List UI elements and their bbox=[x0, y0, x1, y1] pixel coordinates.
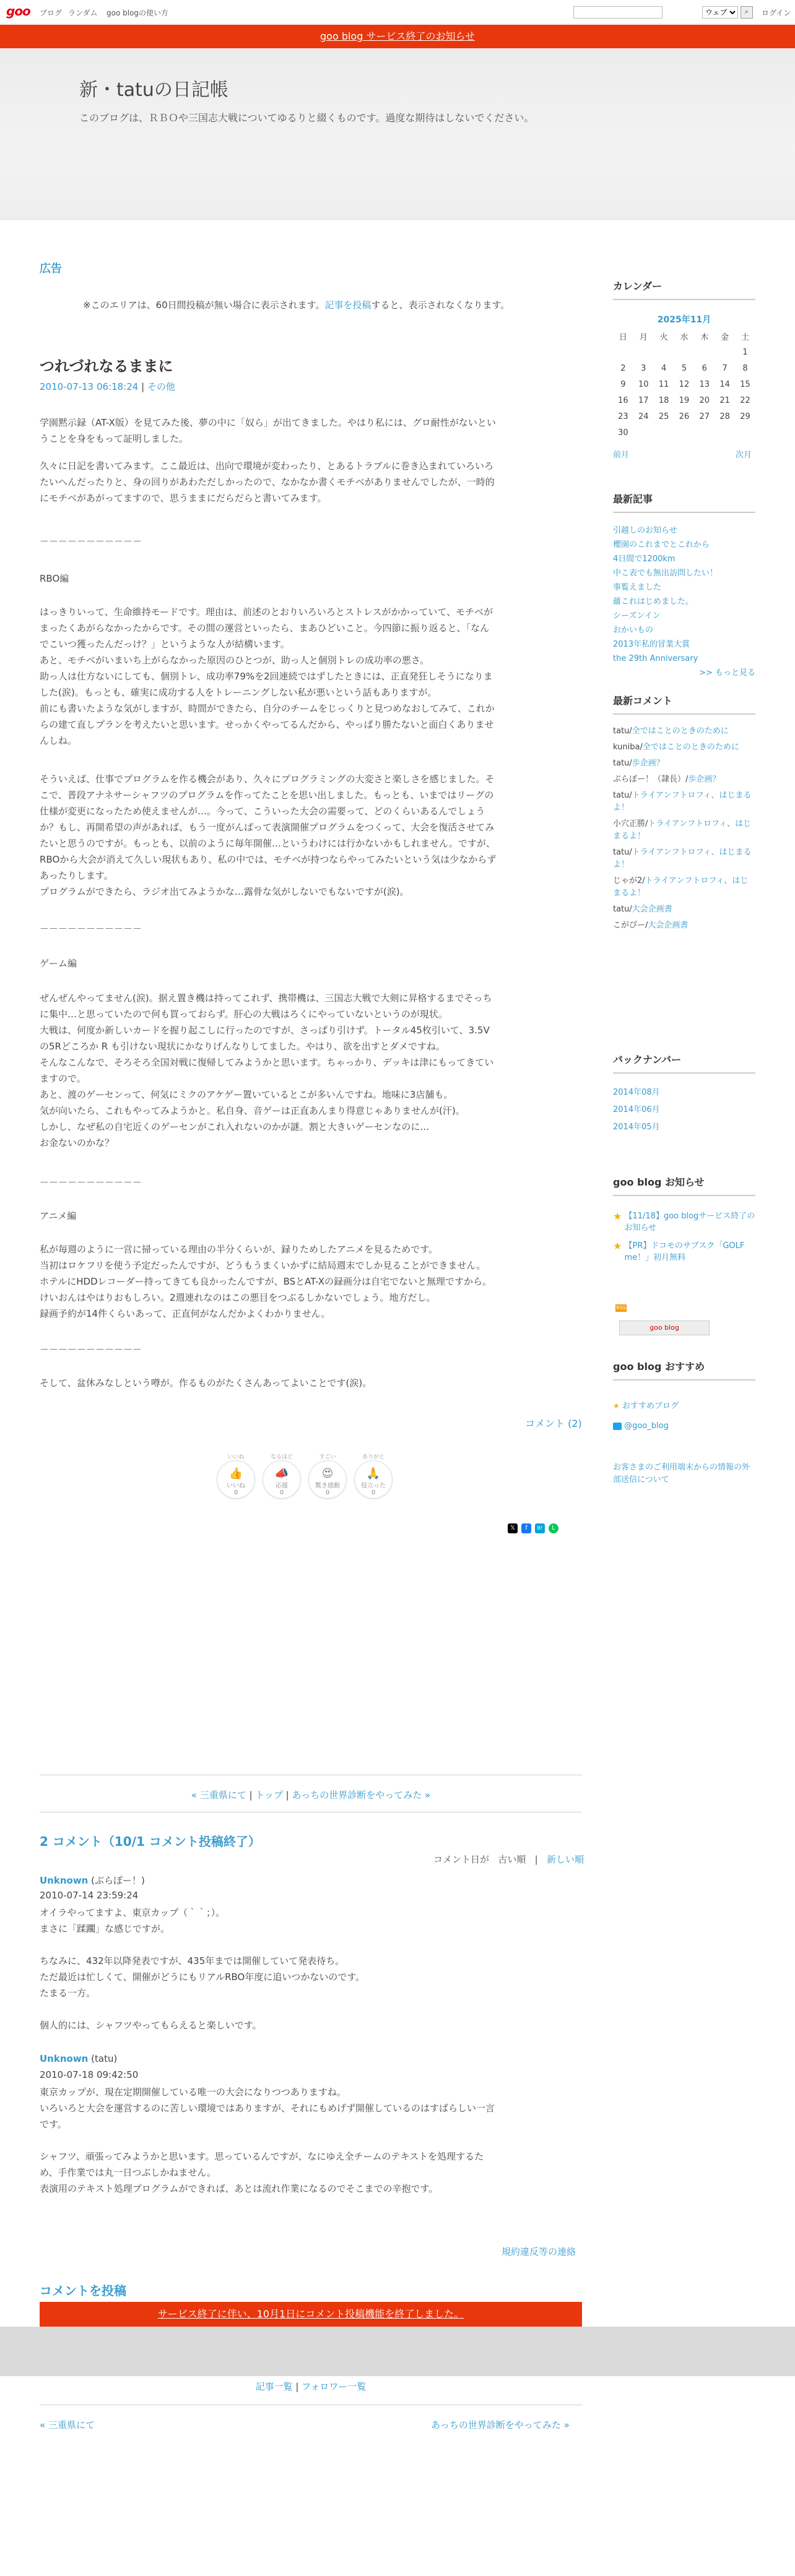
backnumber-title: バックナンバー bbox=[613, 1052, 755, 1074]
recent-comment-link[interactable]: 歩企画？ bbox=[632, 759, 664, 768]
calendar-table bbox=[613, 328, 755, 441]
reaction-button[interactable]: すごい 😍 驚き感動 0 bbox=[308, 1460, 347, 1499]
recommend-item bbox=[613, 1416, 755, 1436]
comment-date: 2010-07-18 09:42:50 bbox=[40, 2069, 139, 2080]
thumbs-up-icon: 👍 bbox=[228, 1467, 243, 1480]
recommend-blog-link[interactable]: おすすめブログ bbox=[622, 1402, 679, 1411]
goo-blog-twitter-link[interactable]: @goo_blog bbox=[624, 1421, 669, 1431]
next-post-link[interactable]: あっちの世界診断をやってみた » bbox=[292, 1790, 431, 1801]
recent-comment-item: tatu/トライアンフトロフィ、はじまるよ！ bbox=[613, 791, 752, 812]
goo-notice-link[interactable]: 【11/18】goo blogサービス終了のお知らせ bbox=[624, 1212, 755, 1233]
top-link[interactable]: トップ bbox=[255, 1790, 283, 1801]
comment-count-link[interactable]: コメント (2) bbox=[525, 1418, 582, 1429]
comment-date: 2010-07-14 23:59:24 bbox=[40, 1890, 139, 1901]
post-navigation: « 三重県にて | トップ | あっちの世界診断をやってみた » bbox=[191, 1790, 431, 1801]
calendar-week: 30 bbox=[618, 428, 628, 437]
recent-comment-link[interactable]: トライアンフトロフィ、はじまるよ！ bbox=[613, 791, 752, 812]
recent-comment-item: じゃが2/トライアンフトロフィ、はじまるよ！ bbox=[613, 876, 749, 898]
recent-comment-link[interactable]: 大会企画書 bbox=[648, 921, 689, 930]
reaction-button[interactable]: なるほど 📣 応援 0 bbox=[263, 1460, 301, 1499]
blog-description: このブログは、ＲＢＯや三国志大戦についてゆるりと綴くものです。過度な期待はしないでください。 bbox=[79, 112, 534, 124]
external-transmission-info-link[interactable]: お客さまのご利用端末からの情報の外部送信について bbox=[613, 1463, 750, 1484]
recent-post-link[interactable]: the 29th Anniversary bbox=[613, 654, 698, 663]
post-paragraph: 私が毎週のように一営に掃っている理由の半分くらいが、録りためしたアニメを見るためです。 当初はロケフリを使う予定だったんですが、どうもうまくいかずに結局週末でしか見ることができません。 ホテルにHDDレコーダー持ってきても良かったんですが、BSとAT-Xの録画分は自宅でないと無理ですから。 けいおんはやはりおもしろい。2週連れなのはこの悪目をつぶるしかないでしょう。地方だし。 録画予約が14件くらいあって、正直何がなんだかよくわかりません。 bbox=[40, 1244, 492, 1319]
goo-logo[interactable]: goo bbox=[6, 4, 30, 19]
recent-post-link[interactable]: 櫻園のこれまでとこれから bbox=[613, 540, 710, 549]
search-input[interactable] bbox=[573, 6, 662, 19]
rss-icon[interactable]: RSS bbox=[616, 1305, 626, 1311]
post-article-link[interactable]: 記事を投稿 bbox=[324, 299, 371, 311]
recent-post-link[interactable]: 2013年私的冒業大賞 bbox=[613, 640, 690, 649]
calendar-week: 23 24 25 26 27 28 29 bbox=[618, 411, 750, 421]
recent-posts-list bbox=[613, 523, 755, 680]
face-icon: 😍 bbox=[321, 1467, 334, 1480]
calendar-week: 16 17 18 19 20 21 22 bbox=[618, 395, 750, 405]
recent-posts-title: 最新記事 bbox=[613, 491, 755, 513]
prev-post-link[interactable]: « 三重県にて bbox=[191, 1790, 246, 1801]
twitter-icon bbox=[613, 1423, 622, 1430]
sort-new-link[interactable]: 新しい順 bbox=[547, 1854, 584, 1865]
comment-author-link[interactable]: Unknown bbox=[40, 1875, 89, 1886]
section-heading: ゲーム編 bbox=[40, 958, 77, 969]
recent-comment-item: tatu/大会企画書 bbox=[613, 905, 672, 914]
backnumber-list bbox=[613, 1084, 755, 1136]
backnumber-link[interactable]: 2014年06月 bbox=[613, 1105, 660, 1114]
recent-comment-link[interactable]: 全ではことのときのために bbox=[642, 743, 739, 752]
x-share-icon[interactable]: 𝕏 bbox=[508, 1523, 518, 1533]
post-paragraph: そういえば、仕事でプログラムを作る機会があり、久々にプログラミングの大変さと楽しさを感じました。そこで、普段アナネサーシャフツのプログラムを作ってたことを思い出しました。もっとも、いまではリーグの仕様が変更になったため使えませんが…。今って、こういった大会の需要って、どのくらいあるんでしょうか？もし、再開希望の声があれば、もう一度がんばって表演開催プログラムをつくって、大会を復活させてみたいと思うのですが。もっとも、以前のように毎年開催…というわけには行かないかもしれません。ですが、RBOから大会が消えて久しい現状もあり、私の中では、モチベが持つならやってみたいという気は少なからずあったりします。 プログラムができたら、ラジオ出てみようかな…露骨な気がしないでもないですが(涙)。 bbox=[40, 773, 497, 897]
more-posts-link[interactable]: >> もっと見る bbox=[699, 668, 755, 678]
post-title[interactable]: つれづれなるままに bbox=[40, 358, 173, 375]
recent-comment-link[interactable]: トライアンフトロフィ、はじまるよ！ bbox=[613, 819, 752, 841]
recent-comment-item: 小穴正勝/トライアンフトロフィ、はじまるよ！ bbox=[613, 819, 752, 841]
calendar-weekdays: 日 月 火 水 木 金 土 bbox=[619, 332, 750, 342]
post-paragraph: ぜんぜんやってません(涙)。据え置き機は持ってこれず、携帯機は、三国志大戦で大剣に昇格するまでそっちに集中…と思っていたので何も買っておらず。肝心の大戦はろくにやっていないというのが現状。 大戦は、何度か新しいカードを握り起こしに行ったのですが、さっぱり引けず。トータル45枚引いて、3.5Vの5Rどころか R も引けない現状にかなりげんなりしてました。やはり、欲を出すとダメですね。 そんなこんなで、そろそろ全国対戦に復帰してみようかと思います。ちゃっかり、デッキは津にもってきていますので。 あと、渡のゲーセンって、何気にミクのアケゲー置いているとこが多いんですね。地味に3店舗も。 気が向いたら、これもやってみようかと。私自身、音ゲーは正直あんまり得意じゃありませんが(汗)。 しかし、なぜ私の自宅近くのゲーセンがこれ入れないのかが謎。割と大きいゲーセンなのに… お金ないのかな？ bbox=[40, 993, 494, 1148]
calendar bbox=[613, 313, 755, 441]
recent-comment-item: tatu/全ではことのときのために bbox=[613, 726, 729, 736]
reaction-button[interactable]: ありがと 🙏 役立った 0 bbox=[354, 1460, 393, 1499]
post-paragraph: そして、盆休みなしという噂が。作るものがたくさんあってよいことです(涙)。 bbox=[40, 1377, 372, 1389]
recent-comment-link[interactable]: 大会企画書 bbox=[632, 905, 672, 914]
recent-post-link[interactable]: 引越しのお知らせ bbox=[613, 526, 677, 535]
recent-post-link[interactable]: 事覧えました bbox=[613, 583, 662, 592]
facebook-share-icon[interactable]: f bbox=[521, 1523, 531, 1533]
article-list-link[interactable]: 記事一覧 bbox=[255, 2381, 293, 2392]
comment-sort: コメント日が 古い順 | 新しい順 bbox=[433, 1854, 584, 1865]
next-post-link[interactable]: あっちの世界診断をやってみた » bbox=[431, 2419, 570, 2431]
comment-author: Unknown (ぶらぽー！) bbox=[40, 1875, 145, 1886]
calendar-week: 2 3 4 5 6 7 8 bbox=[620, 363, 748, 373]
post-date: 2010-07-13 06:18:24 bbox=[40, 381, 139, 392]
comments-title: 2 コメント（10/1 コメント投稿終了） bbox=[40, 1834, 261, 1849]
hatena-share-icon[interactable]: B! bbox=[535, 1523, 545, 1533]
goo-notice-item bbox=[613, 1240, 755, 1264]
prev-month-link[interactable]: 前月 bbox=[613, 450, 630, 460]
backnumber-link[interactable]: 2014年05月 bbox=[613, 1122, 660, 1132]
recommend-list bbox=[613, 1396, 755, 1436]
section-heading: RBO編 bbox=[40, 573, 69, 584]
nav-link-howto[interactable]: goo blogの使い方 bbox=[106, 9, 169, 17]
report-violation-link[interactable]: 規約違反等の連絡 bbox=[502, 2246, 576, 2257]
calendar-month: 2025年11月 bbox=[657, 315, 711, 325]
next-month-link[interactable]: 次月 bbox=[736, 450, 752, 460]
ad-heading: 広告 bbox=[40, 262, 62, 275]
reaction-button[interactable]: いいね 👍 いいね 0 bbox=[217, 1460, 255, 1499]
search-scope-select[interactable] bbox=[702, 6, 738, 19]
recent-comment-item: ぶらぽー！（隷長）/歩企画？ bbox=[613, 775, 721, 784]
calendar-title: カレンダー bbox=[613, 278, 755, 300]
recent-comments-list bbox=[613, 725, 755, 936]
star-icon: ★ bbox=[613, 1402, 620, 1410]
footer-band bbox=[0, 2327, 795, 2376]
follower-list-link[interactable]: フォロワー一覧 bbox=[302, 2381, 367, 2392]
recent-comment-item: こがぴー/大会企画書 bbox=[613, 921, 689, 930]
section-heading: アニメ編 bbox=[40, 1210, 77, 1221]
star-icon: ★ bbox=[613, 1240, 622, 1252]
recent-comment-link[interactable]: 全ではことのときのために bbox=[632, 726, 729, 736]
recent-comments-title: 最新コメント bbox=[613, 693, 755, 715]
recommend-item bbox=[613, 1396, 755, 1416]
backnumber-link[interactable]: 2014年08月 bbox=[613, 1088, 660, 1097]
section-divider: －－－－－－－－－－－ bbox=[40, 923, 142, 934]
ad-note: ※このエリアは、60日間投稿が無い場合に表示されます。記事を投稿すると、表示されなくなります。 bbox=[83, 299, 510, 311]
recent-post-link[interactable]: 4日間で1200km bbox=[613, 554, 676, 564]
login-link[interactable]: ログイン bbox=[762, 9, 791, 17]
comment-author-link[interactable]: Unknown bbox=[40, 2053, 89, 2064]
post-paragraph: 学園黙示録（AT-X版）を見てみた後、夢の中に「奴ら」が出てきました。やはり私には、グロ耐性がないということを身をもって証明しました。 bbox=[40, 417, 496, 444]
post-meta: 2010-07-13 06:18:24 | その他 bbox=[40, 381, 175, 392]
post-comment-title: コメントを投稿 bbox=[40, 2283, 126, 2298]
recent-comment-link[interactable]: トライアンフトロフィ、はじまるよ！ bbox=[613, 876, 749, 898]
section-divider: －－－－－－－－－－－ bbox=[40, 1344, 142, 1355]
recent-post-link[interactable]: 中こ表でも無出訪問したい！ bbox=[613, 569, 718, 578]
recent-comment-item: tatu/トライアンフトロフィ、はじまるよ！ bbox=[613, 848, 752, 869]
recent-post-link[interactable]: 蘊これはじめました。 bbox=[613, 597, 694, 606]
recent-comment-link[interactable]: トライアンフトロフィ、はじまるよ！ bbox=[613, 848, 752, 869]
section-divider: －－－－－－－－－－－ bbox=[40, 1177, 142, 1188]
nav-link-random[interactable]: ランダム bbox=[68, 9, 98, 17]
goo-notice-item bbox=[613, 1210, 755, 1234]
sort-old-link[interactable]: 古い順 bbox=[498, 1854, 526, 1865]
prev-post-link[interactable]: « 三重県にて bbox=[40, 2419, 95, 2431]
goo-blog-badge[interactable]: goo blog bbox=[619, 1320, 710, 1335]
post-category-link[interactable]: その他 bbox=[147, 381, 175, 392]
recent-comment-item: kuniba/全ではことのときのために bbox=[613, 743, 739, 752]
comment-text: 東京カップが、現在定期開催している唯一の大会になりつつありますね。 いろいろと大会を運営するのに苦しい環境ではありますが、それにもめげず開催しているのはすばらしい一言です。 シャフツ、頑張ってみようかと思います。思っているんですが、なにゆえ全チームのテキストを処理するため、手作業では丸一日つぶしかねません。 表演用のテキスト処理プログラムができれば、あとは流れ作業になるのでそこまでの辛抱です。 bbox=[40, 2087, 495, 2194]
recent-post-link[interactable]: シーズンイン bbox=[613, 611, 661, 621]
line-share-icon[interactable]: L bbox=[549, 1523, 558, 1533]
section-divider: －－－－－－－－－－－ bbox=[40, 536, 142, 547]
comment-closed-notice[interactable]: サービス終了に伴い、10月1日にコメント投稿機能を終了しました。 bbox=[40, 2302, 582, 2327]
star-icon: ★ bbox=[613, 1210, 622, 1222]
recent-comment-item: tatu/歩企画？ bbox=[613, 759, 664, 768]
recent-comment-link[interactable]: 歩企画？ bbox=[688, 775, 721, 784]
megaphone-icon: 📣 bbox=[274, 1467, 289, 1480]
blog-title[interactable]: 新・tatuの日記帳 bbox=[79, 79, 228, 101]
hands-icon: 🙏 bbox=[366, 1467, 381, 1480]
service-end-notice-link[interactable]: goo blog サービス終了のお知らせ bbox=[0, 25, 795, 48]
share-buttons bbox=[508, 1523, 582, 1536]
goo-notice-list bbox=[613, 1210, 755, 1264]
global-header bbox=[0, 0, 795, 24]
goo-notice-link[interactable]: 【PR】ドコモのサブスク「GOLF me！」初月無料 bbox=[624, 1241, 745, 1262]
search-icon[interactable]: ⌕ bbox=[741, 6, 753, 19]
post-paragraph: 久々に日記を書いてみます。ここ最近は、出向で環境が変わったり、とあるトラブルに巻き込まれていろいろたいへんだったりと、身の回りがあわただしかったので、なかなか書くモチベがありませんでしたが、一時的にモチベがあがってますので、思うままにだらだらと書いてみます。 bbox=[40, 460, 495, 504]
goo-notice-title: goo blog お知らせ bbox=[613, 1174, 755, 1196]
post-paragraph: はっきりいって、生命維持モードです。理由は、前述のとおりいろいろとストレスがかかっていて、モチベがまったくあがらなかったからです。その間の運営といったら、まあひどいこと。今四節に振り返ると、「なんでこいつ獲ったんだっけ？」というような人が結構います。 あと、モチベがいまいち上がらなかった原因のひとつが、助っ人と個別トレの成功率の悪さ。 助っ人は仕方ないにしても、個別トレ、成功率79%を2回連続ではずしたときには、正直発狂しそうになりました(涙)。もっとも、確実に成功する人をトレーニングしない私が悪いという話もありますが。 前にも書いたような気がしますが、時間ができたら、自分のチームをじっくりと見つめなおしてみて、これからの建て直しプランを考えたいと思います。せっかくやってるんだから、やっぱり勝たないと面白くありませんしね。 bbox=[40, 606, 495, 746]
nav-link-blog[interactable]: ブログ bbox=[40, 9, 63, 17]
comment-text: オイラやってますよ、東京カップ（｀｀；）。 まさに「蹂躙」な感じですが。 ちなみに、432年以降発表ですが、435年までは開催していて発表待ち。 ただ最近は忙しくて、開催がどうにもリアルRBO年度に追いつかないのです。 たまる一方。 個人的には、シャフツやってもらえると楽しいです。 bbox=[40, 1907, 365, 2031]
recent-post-link[interactable]: おかいもの bbox=[613, 626, 654, 635]
calendar-week: 1 bbox=[742, 347, 748, 357]
recommend-title: goo blog おすすめ bbox=[613, 1359, 755, 1381]
comment-author: Unknown (tatu) bbox=[40, 2053, 118, 2064]
bottom-links: 記事一覧 | フォロワー一覧 bbox=[255, 2381, 367, 2392]
calendar-week: 9 10 11 12 13 14 15 bbox=[620, 379, 750, 389]
